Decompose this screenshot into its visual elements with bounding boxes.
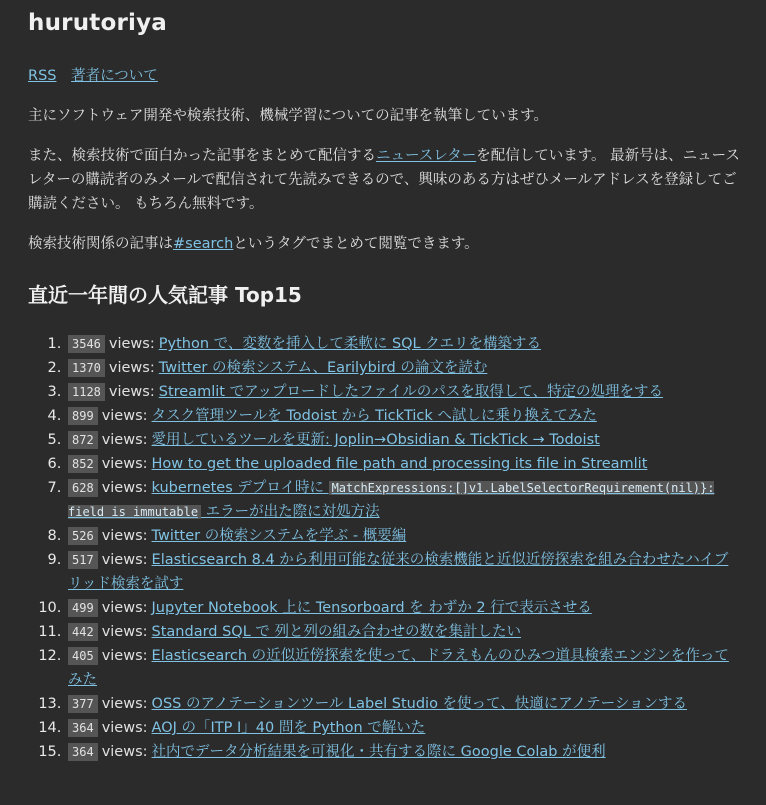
view-count-badge: 899	[68, 407, 98, 425]
article-list-item	[66, 452, 740, 476]
article-list-item	[66, 620, 740, 644]
article-link[interactable]: Elasticsearch 8.4 から利用可能な従来の検索機能と近似近傍探索を組み合わせたハイブリッド検索を試す	[68, 552, 729, 592]
views-label: views:	[101, 600, 148, 616]
views-label: views:	[101, 456, 148, 472]
article-link[interactable]: 愛用しているツールを更新: Joplin→Obsidian & TickTick → Todoist	[151, 432, 600, 448]
article-list-item	[66, 644, 740, 692]
view-count-badge: 3546	[68, 335, 105, 353]
article-link[interactable]: AOJ の「ITP I」40 問を Python で解いた	[151, 720, 426, 736]
article-link[interactable]: OSS のアノテーションツール Label Studio を使って、快適にアノテーションする	[151, 696, 688, 712]
article-list-item	[66, 716, 740, 740]
article-list-item	[66, 404, 740, 428]
article-link[interactable]: Streamlit でアップロードしたファイルのパスを取得して、特定の処理をする	[158, 384, 663, 400]
view-count-badge: 628	[68, 479, 98, 497]
view-count-badge: 1128	[68, 383, 105, 401]
article-list-item	[66, 596, 740, 620]
article-list-item	[66, 740, 740, 764]
view-count-badge: 442	[68, 623, 98, 641]
views-label: views:	[101, 408, 148, 424]
article-list-item	[66, 548, 740, 596]
article-link[interactable]	[68, 480, 714, 520]
article-list-item	[66, 380, 740, 404]
article-list-item	[66, 524, 740, 548]
article-link[interactable]: Elasticsearch の近似近傍探索を使って、ドラえもんのひみつ道具検索エンジンを作ってみた	[68, 648, 729, 688]
intro-text: 主にソフトウェア開発や検索技術、機械学習についての記事を執筆しています。	[28, 108, 548, 124]
article-link[interactable]: Twitter の検索システムを学ぶ - 概要編	[151, 528, 407, 544]
article-list-item	[66, 428, 740, 452]
site-title: hurutoriya	[28, 10, 168, 36]
views-label: views:	[101, 432, 148, 448]
article-link[interactable]: How to get the uploaded file path and processing its file in Streamlit	[151, 456, 648, 472]
view-count-badge: 852	[68, 455, 98, 473]
popular-articles-heading: 直近一年間の人気記事 Top15	[28, 283, 302, 307]
article-title-part: エラーが出た際に対処方法	[201, 504, 380, 520]
view-count-badge: 499	[68, 599, 98, 617]
view-count-badge: 364	[68, 743, 98, 761]
article-list-item	[66, 692, 740, 716]
views-label: views:	[108, 360, 155, 376]
popular-articles-list	[28, 332, 740, 764]
search-tag-paragraph	[28, 232, 740, 256]
view-count-badge: 517	[68, 551, 98, 569]
view-count-badge: 1370	[68, 359, 105, 377]
inline-code: MatchExpressions:[]v1.LabelSelectorRequirement(nil)}: field is immutable	[68, 481, 715, 519]
article-list-item	[66, 356, 740, 380]
newsletter-link[interactable]: ニュースレター	[376, 148, 477, 164]
search-note-before: 検索技術関係の記事は	[28, 236, 173, 252]
about-author-link[interactable]: 著者について	[71, 68, 158, 84]
view-count-badge: 405	[68, 647, 98, 665]
views-label: views:	[108, 384, 155, 400]
view-count-badge: 872	[68, 431, 98, 449]
views-label: views:	[101, 528, 148, 544]
article-link[interactable]: 社内でデータ分析結果を可視化・共有する際に Google Colab が便利	[151, 744, 606, 760]
views-label: views:	[101, 720, 148, 736]
search-note-after: というタグでまとめて閲覧できます。	[233, 236, 479, 252]
article-link[interactable]: Twitter の検索システム、Earilybird の論文を読む	[158, 360, 488, 376]
article-link[interactable]: Standard SQL で 列と列の組み合わせの数を集計したい	[151, 624, 522, 640]
view-count-badge: 377	[68, 695, 98, 713]
article-link[interactable]: タスク管理ツールを Todoist から TickTick へ試しに乗り換えてみた	[151, 408, 597, 424]
newsletter-text-after: を配信しています。 最新号は、ニュースレターの購読者のみメールで配信されて先読みできるので、興味のある方はぜひメールアドレスを登録してご購読ください。 もちろん無料です。	[28, 148, 740, 212]
views-label: views:	[101, 648, 148, 664]
views-label: views:	[101, 624, 148, 640]
article-list-item	[66, 476, 740, 524]
newsletter-text-before: また、検索技術で面白かった記事をまとめて配信する	[28, 148, 376, 164]
top-links	[28, 64, 740, 88]
article-title-part: kubernetes デプロイ時に	[151, 480, 329, 496]
views-label: views:	[101, 552, 148, 568]
article-list-item	[66, 332, 740, 356]
views-label: views:	[108, 336, 155, 352]
rss-link[interactable]: RSS	[28, 68, 57, 84]
search-tag-link[interactable]: #search	[173, 236, 234, 252]
views-label: views:	[101, 696, 148, 712]
view-count-badge: 364	[68, 719, 98, 737]
article-link[interactable]: Jupyter Notebook 上に Tensorboard を わずか 2 行で表示させる	[151, 600, 592, 616]
view-count-badge: 526	[68, 527, 98, 545]
newsletter-paragraph	[28, 144, 740, 216]
views-label: views:	[101, 744, 148, 760]
article-link[interactable]: Python で、変数を挿入して柔軟に SQL クエリを構築する	[158, 336, 541, 352]
views-label: views:	[101, 480, 148, 496]
